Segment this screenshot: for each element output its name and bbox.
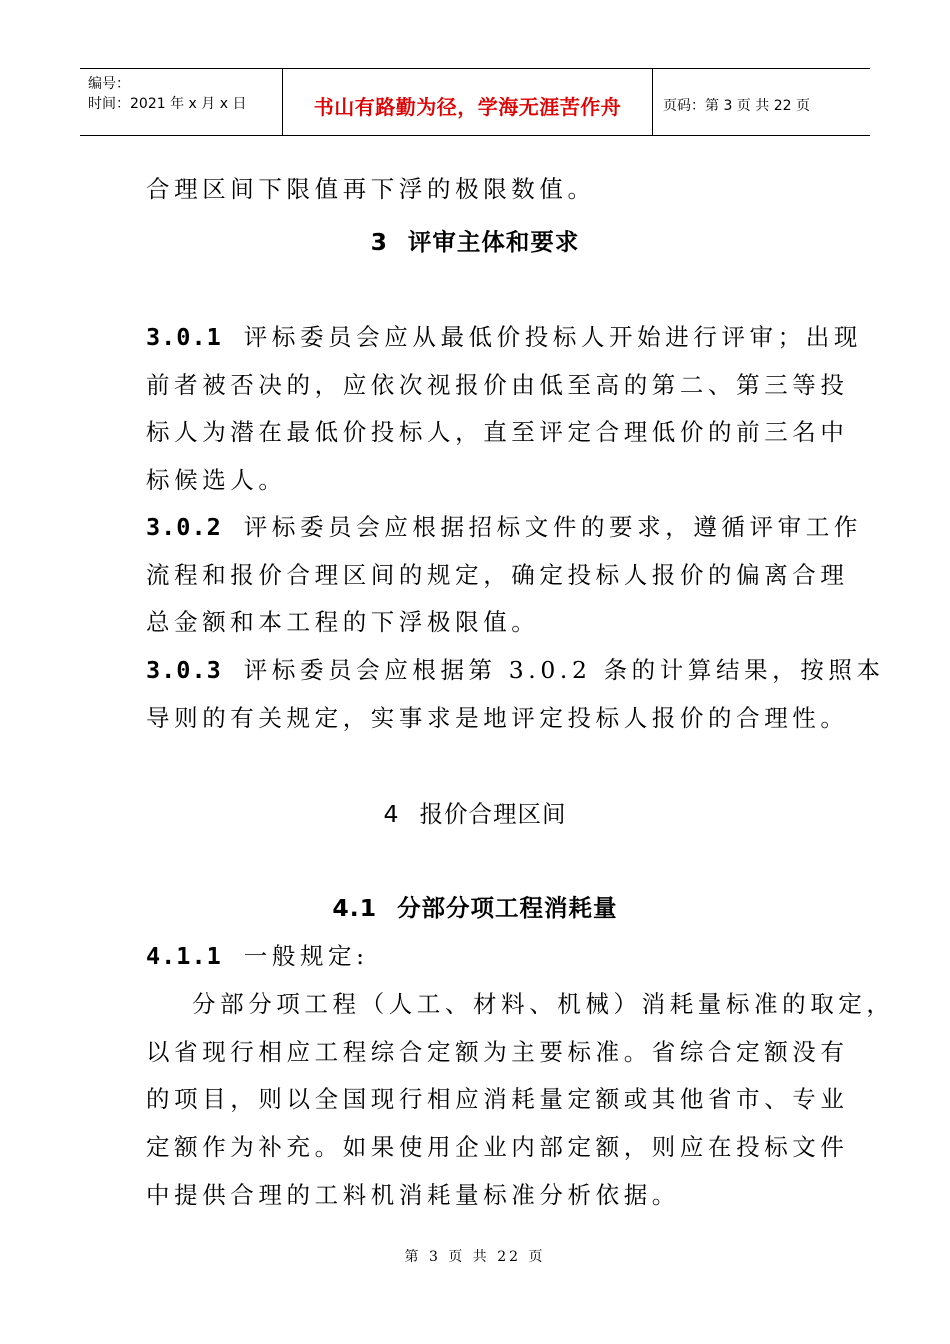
section-title: 分部分项工程消耗量 bbox=[397, 894, 618, 922]
section-heading-3 bbox=[0, 223, 950, 257]
clause-text: 一般规定: bbox=[243, 942, 369, 970]
document-time-label: 时间：2021 年 x 月 x 日 bbox=[88, 96, 247, 112]
paragraph-line: 总金额和本工程的下浮极限值。 bbox=[146, 608, 540, 636]
section-title: 报价合理区间 bbox=[419, 800, 567, 828]
paragraph-line: 导则的有关规定，实事求是地评定投标人报价的合理性。 bbox=[146, 704, 849, 732]
paragraph-line: 流程和报价合理区间的规定，确定投标人报价的偏离合理 bbox=[146, 561, 849, 589]
section-heading-4 bbox=[0, 795, 950, 829]
page-header bbox=[80, 68, 870, 136]
clause-number: 4.1.1 bbox=[146, 942, 222, 970]
clause-3-0-1 bbox=[146, 318, 862, 352]
paragraph-line: 前者被否决的，应依次视报价由低至高的第二、第三等投 bbox=[146, 371, 849, 399]
header-motto-cell bbox=[282, 69, 653, 135]
clause-number: 3.0.3 bbox=[146, 656, 222, 684]
clause-4-1-1 bbox=[146, 937, 369, 971]
page-footer: 第 3 页 共 22 页 bbox=[404, 1249, 546, 1265]
section-number: 3 bbox=[370, 228, 388, 256]
section-heading-4-1 bbox=[0, 889, 950, 923]
clause-number: 3.0.1 bbox=[146, 323, 222, 351]
paragraph-line: 以省现行相应工程综合定额为主要标准。省综合定额没有 bbox=[146, 1038, 849, 1066]
clause-3-0-2 bbox=[146, 508, 862, 542]
clause-number: 3.0.2 bbox=[146, 513, 222, 541]
paragraph-line: 定额作为补充。如果使用企业内部定额，则应在投标文件 bbox=[146, 1133, 849, 1161]
clause-text: 评标委员会应根据招标文件的要求，遵循评审工作 bbox=[243, 513, 862, 541]
paragraph-line: 标人为潜在最低价投标人，直至评定合理低价的前三名中 bbox=[146, 418, 849, 446]
section-number: 4.1 bbox=[332, 894, 378, 922]
clause-text: 评标委员会应从最低价投标人开始进行评审；出现 bbox=[243, 323, 862, 351]
paragraph-line: 中提供合理的工料机消耗量标准分析依据。 bbox=[146, 1181, 680, 1209]
header-page-number: 页码：第 3 页 共 22 页 bbox=[663, 98, 810, 114]
section-title: 评审主体和要求 bbox=[407, 228, 580, 256]
clause-text: 评标委员会应根据第 3.0.2 条的计算结果，按照本 bbox=[243, 656, 885, 684]
header-info-cell bbox=[80, 69, 282, 135]
paragraph-line: 分部分项工程（人工、材料、机械）消耗量标准的取定， bbox=[192, 990, 895, 1018]
paragraph-line: 合理区间下限值再下浮的极限数值。 bbox=[146, 175, 596, 203]
header-page-cell bbox=[653, 69, 870, 135]
paragraph-line: 的项目，则以全国现行相应消耗量定额或其他省市、专业 bbox=[146, 1085, 849, 1113]
header-motto: 书山有路勤为径，学海无涯苦作舟 bbox=[313, 95, 622, 119]
section-number: 4 bbox=[383, 800, 400, 828]
document-number-label: 编号： bbox=[88, 76, 130, 92]
paragraph-line: 标候选人。 bbox=[146, 466, 287, 494]
clause-3-0-3 bbox=[146, 651, 885, 685]
